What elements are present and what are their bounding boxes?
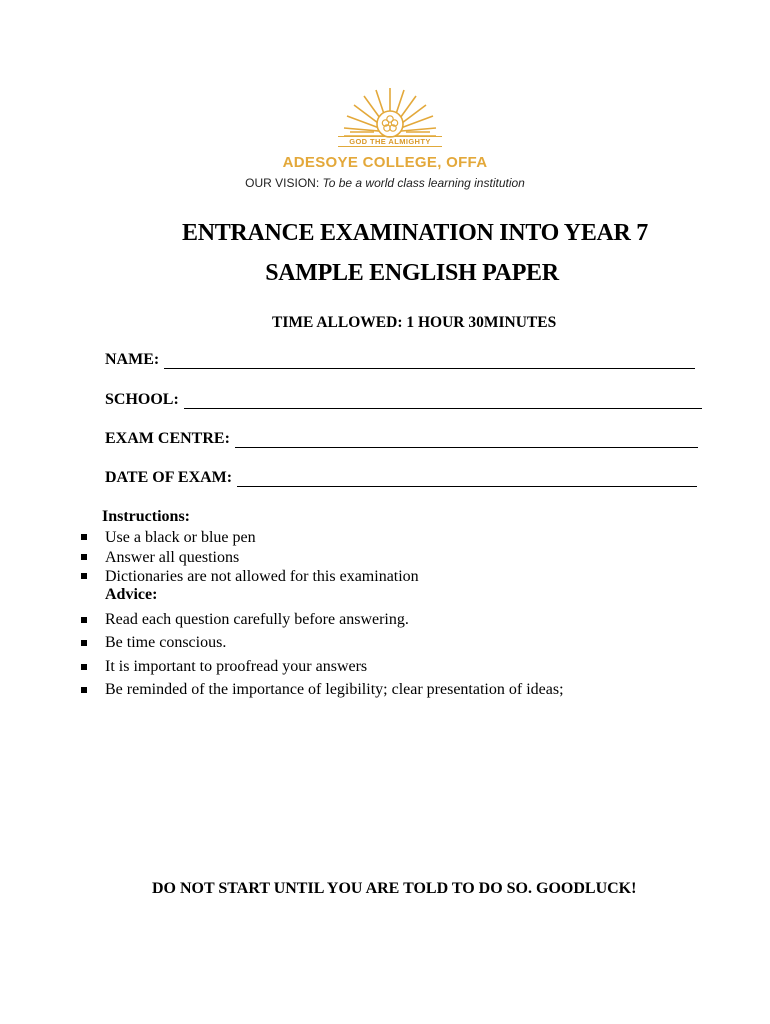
vision-label: OUR VISION: — [245, 176, 320, 190]
instructions-list — [0, 528, 419, 587]
name-field-label: NAME: — [105, 351, 160, 368]
exam-centre-field[interactable] — [105, 430, 698, 448]
list-item: It is important to proofread your answers — [0, 658, 564, 681]
list-item: Answer all questions — [0, 548, 419, 568]
vision-statement — [0, 176, 770, 190]
list-item: Dictionaries are not allowed for this examination — [0, 567, 419, 587]
list-item: Be reminded of the importance of legibility; clear presentation of ideas; — [0, 681, 564, 704]
advice-list — [0, 611, 564, 704]
school-field-line[interactable] — [184, 394, 702, 409]
exam-title: ENTRANCE EXAMINATION INTO YEAR 7 — [181, 220, 648, 246]
instructions-heading: Instructions: — [102, 508, 191, 525]
advice-heading: Advice: — [105, 586, 158, 603]
date-of-exam-field-line[interactable] — [237, 472, 697, 487]
date-of-exam-field-label: DATE OF EXAM: — [105, 469, 233, 486]
vision-text: To be a world class learning institution — [322, 176, 525, 190]
exam-centre-field-line[interactable] — [235, 433, 698, 448]
exam-subtitle: SAMPLE ENGLISH PAPER — [265, 260, 559, 286]
date-of-exam-field[interactable] — [105, 469, 697, 487]
name-field-line[interactable] — [164, 354, 695, 369]
start-notice: DO NOT START UNTIL YOU ARE TOLD TO DO SO. GOODLUCK! — [152, 880, 637, 897]
list-item: Use a black or blue pen — [0, 528, 419, 548]
time-allowed: TIME ALLOWED: 1 HOUR 30MINUTES — [272, 314, 557, 331]
school-field[interactable] — [105, 391, 702, 409]
logo-banner: GOD THE ALMIGHTY — [338, 136, 442, 147]
exam-centre-field-label: EXAM CENTRE: — [105, 430, 230, 447]
school-field-label: SCHOOL: — [105, 391, 179, 408]
list-item: Read each question carefully before answering. — [0, 611, 564, 634]
list-item: Be time conscious. — [0, 634, 564, 657]
college-name: ADESOYE COLLEGE, OFFA — [282, 154, 488, 171]
name-field[interactable] — [105, 351, 695, 369]
